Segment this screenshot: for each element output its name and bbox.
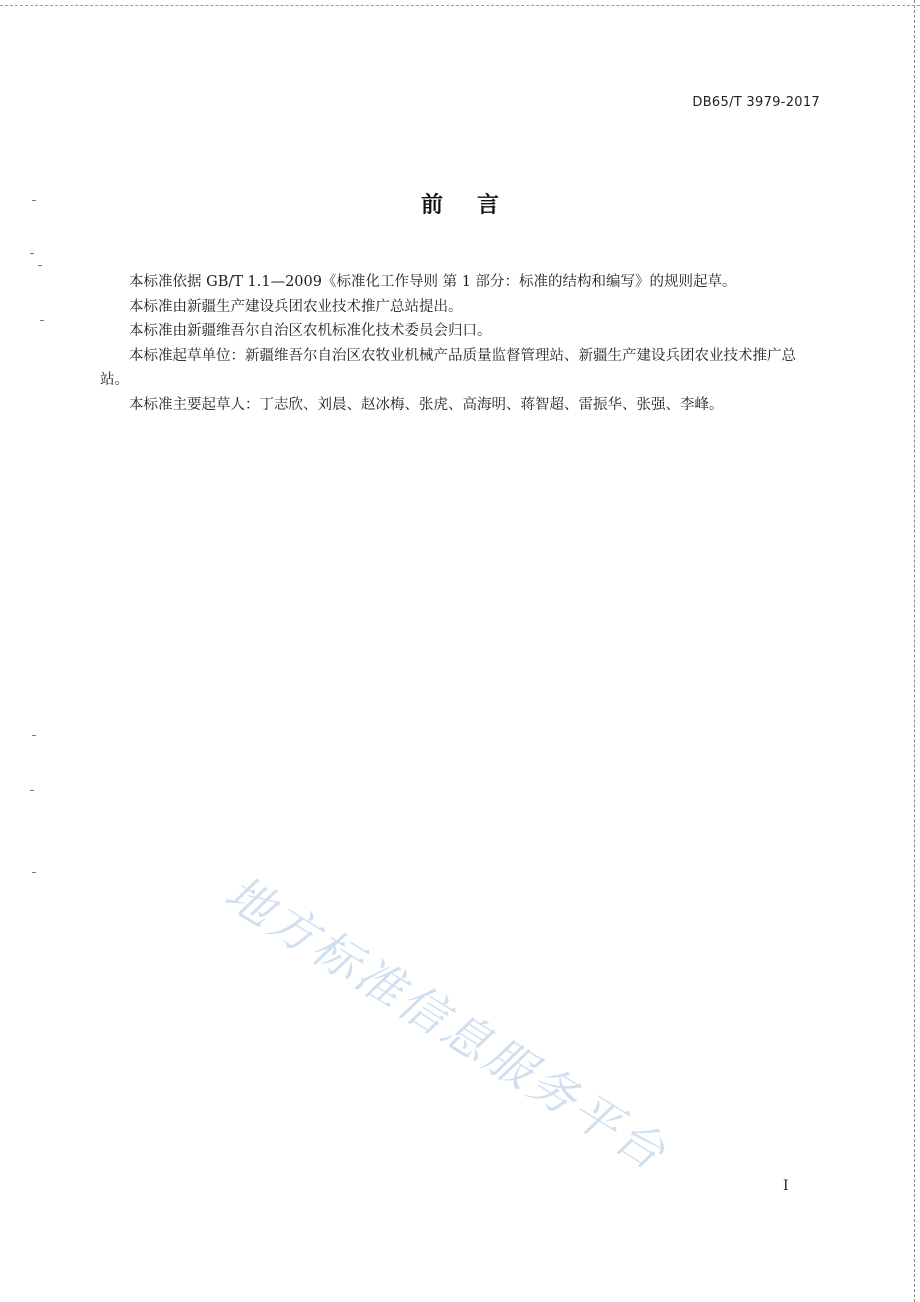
- foreword-paragraph: 本标准起草单位：新疆维吾尔自治区农牧业机械产品质量监督管理站、新疆生产建设兵团农业技术推广总站。: [100, 347, 796, 388]
- foreword-paragraph: 本标准依据 GB/T 1.1—2009《标准化工作导则 第 1 部分：标准的结构和编写》的规则起草。: [129, 274, 737, 290]
- page-number: I: [783, 1178, 789, 1194]
- scan-edge-top: [0, 0, 920, 6]
- scan-speck: [30, 790, 34, 791]
- scan-speck: [40, 320, 44, 321]
- scan-speck: [32, 735, 36, 736]
- document-code: DB65/T 3979-2017: [692, 95, 820, 110]
- page-title: 前言: [420, 193, 533, 218]
- watermark-text: 地方标准信息服务平台: [215, 865, 677, 1183]
- foreword-paragraph: 本标准由新疆生产建设兵团农业技术推广总站提出。: [129, 298, 463, 315]
- scan-speck: [38, 265, 42, 266]
- foreword-paragraph: 本标准主要起草人：丁志欣、刘晨、赵冰梅、张虎、高海明、蒋智超、雷振华、张强、李峰。: [129, 396, 724, 413]
- foreword-body: [100, 270, 822, 417]
- scan-speck: [30, 253, 34, 254]
- scan-speck: [32, 872, 36, 873]
- foreword-paragraph: 本标准由新疆维吾尔自治区农机标准化技术委员会归口。: [129, 323, 492, 339]
